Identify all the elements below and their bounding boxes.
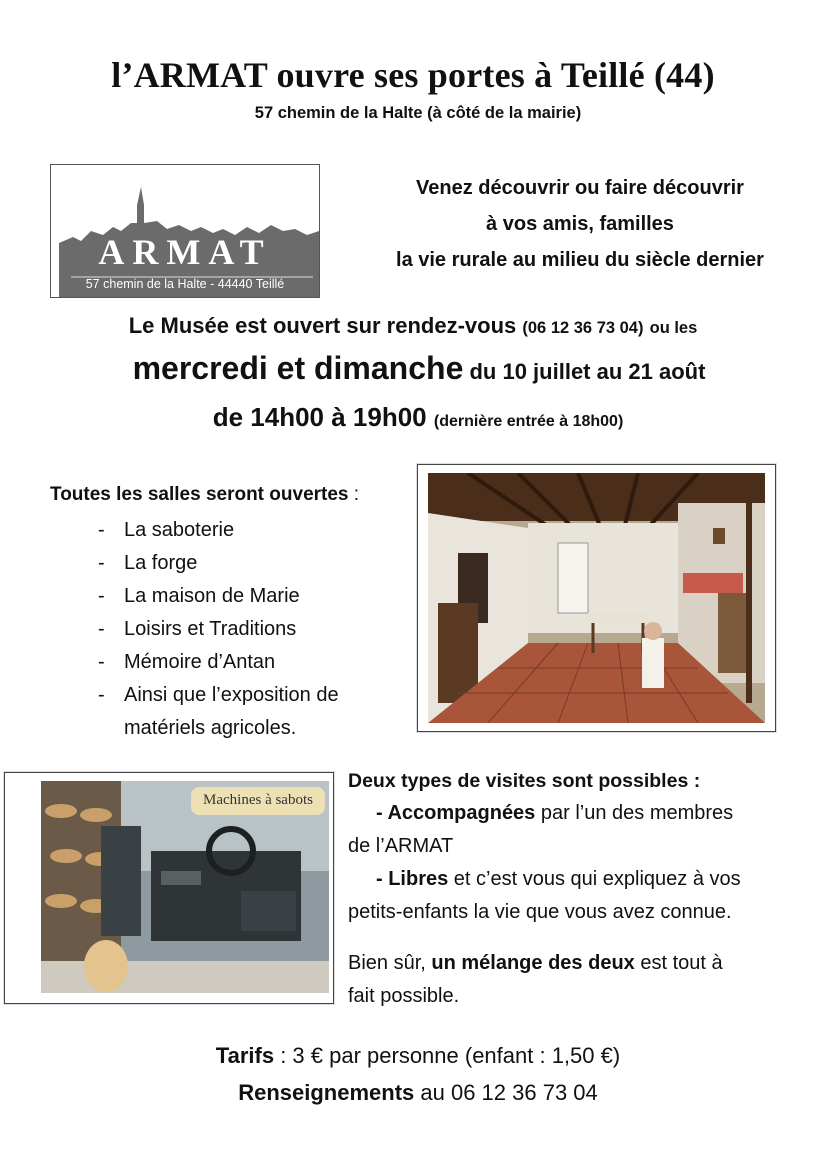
room-label: La maison de Marie: [124, 585, 300, 607]
list-item: - Ainsi que l’exposition de: [98, 684, 339, 706]
guided-label: - Accompagnées: [376, 802, 536, 824]
room-label: La saboterie: [124, 519, 235, 541]
free-label: - Libres: [376, 868, 449, 890]
clog-machines-photo: [4, 772, 334, 1004]
room-label: Ainsi que l’exposition de: [124, 684, 339, 706]
list-item: - Loisirs et Traditions: [98, 618, 297, 640]
tarifs-label: Tarifs: [215, 1043, 275, 1068]
mix-pre: Bien sûr,: [348, 952, 432, 974]
list-item: - La maison de Marie: [98, 585, 300, 607]
intro-line: la vie rurale au milieu du siècle dernier: [396, 249, 764, 271]
logo-name: ARMAT: [98, 232, 272, 272]
open-text: Le Musée est ouvert sur rendez-vous: [128, 313, 517, 338]
tarifs-line: [0, 1043, 826, 1069]
intro-text: [330, 170, 826, 278]
days-text: mercredi et dimanche: [132, 350, 464, 386]
list-item: - La saboterie: [98, 519, 235, 541]
opening-line: [0, 313, 826, 339]
opening-time: [0, 402, 826, 433]
guided-text: par l’un des membres: [535, 802, 734, 824]
visits-text: [348, 797, 798, 929]
mix-text: [348, 947, 788, 1013]
mix-bold: un mélange des deux: [431, 952, 635, 974]
info-line: [0, 1080, 826, 1106]
opening-days: [0, 350, 826, 387]
rooms-heading-colon: :: [348, 484, 360, 505]
list-item: - La forge: [98, 552, 198, 574]
dates-text: du 10 juillet au 21 août: [469, 359, 706, 384]
guided-text-2: de l’ARMAT: [348, 835, 454, 857]
rooms-heading: [50, 484, 359, 506]
mix-post: est tout à: [634, 952, 723, 974]
rooms-list: [98, 514, 339, 745]
tarifs-text: : 3 € par personne (enfant : 1,50 €): [274, 1043, 621, 1068]
house-interior-photo: [417, 464, 776, 732]
rooms-heading-text: Toutes les salles seront ouvertes: [50, 484, 349, 505]
last-entry-text: (dernière entrée à 18h00): [433, 413, 624, 430]
mix-post-2: fait possible.: [348, 985, 460, 1007]
intro-line: Venez découvrir ou faire découvrir: [416, 177, 744, 199]
room-label: La forge: [124, 552, 198, 574]
free-text-2: petits-enfants la vie que vous avez connue.: [348, 901, 732, 923]
visits-heading: Deux types de visites sont possibles :: [348, 770, 701, 792]
or-text: ou les: [649, 319, 698, 337]
free-text: et c’est vous qui expliquez à vos: [448, 868, 741, 890]
logo-address: 57 chemin de la Halte - 44440 Teillé: [85, 277, 285, 291]
address-subtitle: 57 chemin de la Halte (à côté de la mairie): [254, 104, 582, 122]
info-label: Renseignements: [238, 1080, 415, 1105]
time-text: de 14h00 à 19h00: [212, 402, 427, 432]
list-item: [98, 712, 339, 745]
room-label: matériels agricoles.: [124, 717, 297, 739]
page-title: l’ARMAT ouvre ses portes à Teillé (44): [111, 55, 715, 95]
room-label: Loisirs et Traditions: [124, 618, 297, 640]
room-label: Mémoire d’Antan: [124, 651, 276, 673]
machines-sign: Machines à sabots: [203, 792, 313, 808]
intro-line: à vos amis, familles: [486, 213, 674, 235]
info-text: au 06 12 36 73 04: [414, 1080, 598, 1105]
armat-logo: [50, 164, 320, 298]
list-item: - Mémoire d’Antan: [98, 651, 276, 673]
phone-number: (06 12 36 73 04): [522, 319, 644, 337]
